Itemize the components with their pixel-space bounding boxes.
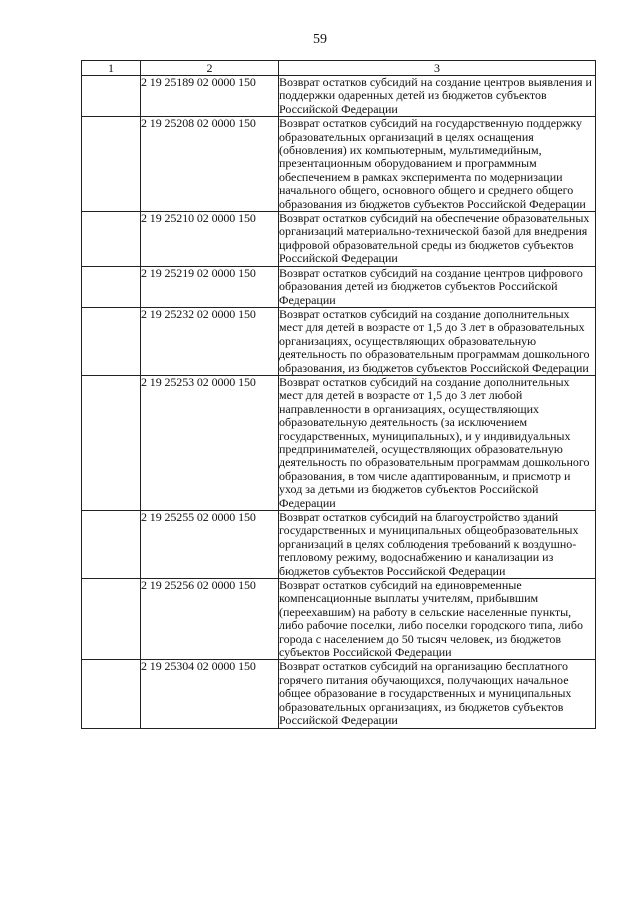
table-row — [82, 266, 596, 307]
code-description: Возврат остатков субсидий на единовременные компенсационные выплаты учителям, прибывшим (переехавшим) на работу в сельские населенные пункты, либо рабочие поселки, либо поселки городского типа, либо города с населением до 50 тысяч человек, из бюджетов субъектов Российской Федерации — [279, 579, 596, 660]
code-description: Возврат остатков субсидий на благоустройство зданий государственных и муниципальных общеобразовательных организаций в целях соблюдения требований к воздушно-тепловому режиму, водоснабжению и канализации из бюджетов субъектов Российской Федерации — [279, 511, 596, 579]
table-row — [82, 117, 596, 212]
classification-code: 2 19 25255 02 0000 150 — [141, 511, 279, 579]
code-description: Возврат остатков субсидий на создание дополнительных мест для детей в возрасте от 1,5 до 3 лет любой направленности в организациях, осуществляющих образовательную деятельность (за исключением государственных, муниципальных), и у индивидуальных предпринимателей, осуществляющих образовательную деятельность по образовательным программам дошкольного образования, в том числе адаптированным, и присмотр и уход за детьми из бюджетов субъектов Российской Федерации — [279, 375, 596, 510]
classification-code: 2 19 25304 02 0000 150 — [141, 660, 279, 728]
classification-code: 2 19 25208 02 0000 150 — [141, 117, 279, 212]
table-header-row — [82, 61, 596, 76]
table-row — [82, 375, 596, 510]
column-header-1: 1 — [82, 61, 141, 76]
column-header-2: 2 — [141, 61, 279, 76]
table-row — [82, 212, 596, 267]
column-header-3: 3 — [279, 61, 596, 76]
empty-cell — [82, 579, 141, 660]
classification-code: 2 19 25253 02 0000 150 — [141, 375, 279, 510]
code-description: Возврат остатков субсидий на государственную поддержку образовательных организаций в целях оснащения (обновления) их компьютерным, мультимедийным, презентационным оборудованием и программным обеспечением в рамках эксперимента по модернизации начального общего, основного общего и среднего общего образования из бюджетов субъектов Российской Федерации — [279, 117, 596, 212]
code-description: Возврат остатков субсидий на создание центров цифрового образования детей из бюджетов субъектов Российской Федерации — [279, 266, 596, 307]
empty-cell — [82, 511, 141, 579]
budget-codes-table — [81, 60, 596, 729]
page-number: 59 — [313, 32, 327, 47]
code-description: Возврат остатков субсидий на создание дополнительных мест для детей в возрасте от 1,5 до 3 лет в образовательных организациях, осуществляющих образовательную деятельность по образовательным программам дошкольного образования, из бюджетов субъектов Российской Федерации — [279, 307, 596, 375]
classification-code: 2 19 25210 02 0000 150 — [141, 212, 279, 267]
table-row — [82, 579, 596, 660]
classification-code: 2 19 25219 02 0000 150 — [141, 266, 279, 307]
empty-cell — [82, 266, 141, 307]
code-description: Возврат остатков субсидий на создание центров выявления и поддержки одаренных детей из бюджетов субъектов Российской Федерации — [279, 76, 596, 117]
empty-cell — [82, 307, 141, 375]
empty-cell — [82, 117, 141, 212]
code-description: Возврат остатков субсидий на обеспечение образовательных организаций материально-технической базой для внедрения цифровой образовательной среды из бюджетов субъектов Российской Федерации — [279, 212, 596, 267]
classification-code: 2 19 25189 02 0000 150 — [141, 76, 279, 117]
table-row — [82, 307, 596, 375]
classification-code: 2 19 25256 02 0000 150 — [141, 579, 279, 660]
code-description: Возврат остатков субсидий на организацию бесплатного горячего питания обучающихся, получающих начальное общее образование в государственных и муниципальных образовательных организациях, из бюджетов субъектов Российской Федерации — [279, 660, 596, 728]
table-row — [82, 511, 596, 579]
classification-code: 2 19 25232 02 0000 150 — [141, 307, 279, 375]
empty-cell — [82, 660, 141, 728]
table-row — [82, 660, 596, 728]
table-row — [82, 76, 596, 117]
empty-cell — [82, 76, 141, 117]
empty-cell — [82, 212, 141, 267]
empty-cell — [82, 375, 141, 510]
